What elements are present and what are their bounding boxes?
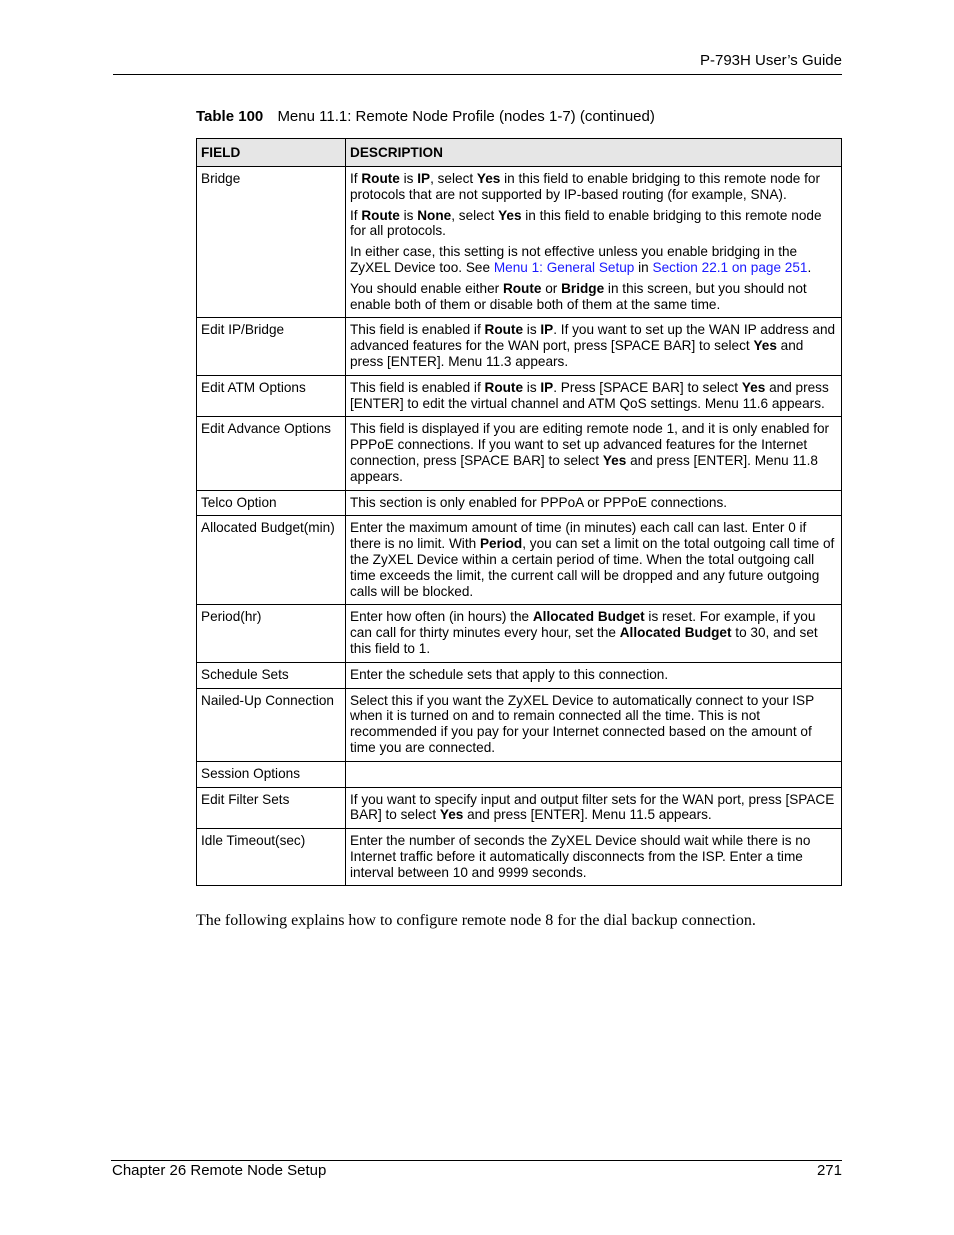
- description-cell: [346, 318, 842, 375]
- table-caption: [196, 108, 655, 125]
- text-segment: If: [350, 171, 362, 186]
- text-segment: and press [ENTER] to edit the virtual channel and ATM QoS settings. Menu 11.6 appears.: [350, 379, 829, 411]
- description-paragraph: [350, 693, 837, 756]
- bold-term: Route: [484, 322, 524, 338]
- bold-term: Allocated Budget: [619, 625, 732, 641]
- bold-term: Route: [502, 280, 542, 296]
- body-paragraph: The following explains how to configure remote node 8 for the dial backup connection.: [196, 912, 756, 929]
- text-segment: You should enable either: [350, 280, 503, 296]
- table-row: [197, 375, 842, 417]
- description-paragraph: [350, 244, 837, 276]
- footer-rule: [111, 1160, 842, 1161]
- table-row: [197, 318, 842, 375]
- description-cell: [346, 375, 842, 417]
- description-cell: [346, 662, 842, 688]
- table-row: [197, 490, 842, 516]
- text-segment: is: [523, 322, 541, 338]
- text-segment: This field is enabled if: [350, 379, 485, 395]
- description-cell: [346, 688, 842, 761]
- description-paragraph: [350, 667, 837, 683]
- bold-term: Yes: [753, 338, 777, 354]
- page-number: 271: [816, 1162, 842, 1179]
- description-cell: [346, 605, 842, 662]
- text-segment: Enter how often (in hours) the: [350, 609, 533, 625]
- table-caption-text: Menu 11.1: Remote Node Profile (nodes 1-7) (continued): [277, 108, 655, 125]
- bold-term: Route: [361, 171, 400, 186]
- text-segment: and press [ENTER]. Menu 11.3 appears.: [350, 338, 804, 369]
- description-paragraph: [350, 421, 837, 484]
- text-segment: in this field to enable bridging to this remote node for all protocols.: [350, 207, 822, 239]
- cross-reference-link[interactable]: Section 22.1 on page 251: [652, 259, 808, 275]
- description-paragraph: [350, 208, 837, 240]
- field-name-cell: Idle Timeout(sec): [197, 829, 346, 886]
- text-segment: . Press [SPACE BAR] to select: [553, 379, 742, 395]
- text-segment: in: [634, 259, 653, 275]
- description-cell: [346, 761, 842, 787]
- field-name-cell: Period(hr): [197, 605, 346, 662]
- table-row: [197, 605, 842, 662]
- description-paragraph: [350, 792, 837, 824]
- text-segment: In either case, this setting is not effective unless you enable bridging in the ZyXEL Device too. See: [350, 244, 798, 275]
- cross-reference-link[interactable]: Menu 1: General Setup: [493, 259, 635, 275]
- text-segment: is: [399, 171, 418, 186]
- description-cell: [346, 490, 842, 516]
- field-name-cell: Bridge: [197, 167, 346, 318]
- text-segment: This section is only enabled for PPPoA or PPPoE connections.: [350, 494, 728, 510]
- bold-term: Yes: [741, 379, 766, 395]
- text-segment: This field is enabled if: [350, 322, 485, 338]
- bold-term: Yes: [498, 207, 522, 223]
- field-name-cell: Schedule Sets: [197, 662, 346, 688]
- field-description-table: [196, 138, 842, 886]
- bold-term: Period: [479, 536, 523, 552]
- field-name-cell: Edit IP/Bridge: [197, 318, 346, 375]
- header-rule: [113, 74, 842, 75]
- description-paragraph: [350, 609, 837, 656]
- text-segment: or: [541, 280, 562, 296]
- running-header-title: P-793H User’s Guide: [699, 52, 842, 69]
- field-column-header: FIELD: [197, 139, 346, 167]
- table-row: [197, 761, 842, 787]
- table-row: [197, 516, 842, 605]
- bold-term: IP: [540, 379, 554, 395]
- field-name-cell: Edit Advance Options: [197, 417, 346, 490]
- bold-term: Route: [484, 379, 524, 395]
- description-paragraph: [350, 322, 837, 369]
- description-cell: [346, 787, 842, 829]
- bold-term: None: [417, 207, 452, 223]
- table-body: [197, 167, 842, 886]
- table-row: [197, 167, 842, 318]
- description-paragraph: [350, 171, 837, 203]
- bold-term: Yes: [439, 807, 464, 823]
- text-segment: , you can set a limit on the total outgoing call time of the ZyXEL Device within a certain period of time. When the total outgoing call time exceeds the limit, the current call will be dropped and any future outgoing calls will be blocked.: [350, 536, 835, 599]
- text-segment: If: [350, 207, 362, 223]
- description-cell: [346, 417, 842, 490]
- bold-term: Bridge: [561, 280, 605, 296]
- text-segment: .: [807, 259, 812, 275]
- description-paragraph: [350, 520, 837, 599]
- text-segment: Enter the schedule sets that apply to this connection.: [350, 666, 669, 682]
- field-name-cell: Edit Filter Sets: [197, 787, 346, 829]
- field-name-cell: Allocated Budget(min): [197, 516, 346, 605]
- description-paragraph: [350, 495, 837, 511]
- description-paragraph: [350, 281, 837, 313]
- table-row: [197, 417, 842, 490]
- text-segment: is reset. For example, if you can call for thirty minutes every hour, set the: [350, 609, 816, 641]
- description-cell: [346, 167, 842, 318]
- text-segment: Select this if you want the ZyXEL Device to automatically connect to your ISP when it is turned on and to remain connected all the time. This is not recommended if you pay for your Internet connected based on the amount of time you are connected.: [350, 692, 814, 755]
- description-paragraph: [350, 380, 837, 412]
- bold-term: Route: [361, 207, 400, 223]
- table-row: [197, 829, 842, 886]
- table-caption-label: Table 100: [196, 108, 264, 125]
- field-name-cell: Nailed-Up Connection: [197, 688, 346, 761]
- text-segment: and press [ENTER]. Menu 11.8 appears.: [350, 452, 818, 484]
- text-segment: Enter the maximum amount of time (in minutes) each call can last. Enter 0 if there is no limit. With: [350, 520, 807, 552]
- description-paragraph: [350, 833, 837, 880]
- text-segment: and press [ENTER]. Menu 11.5 appears.: [463, 807, 712, 823]
- footer-chapter: Chapter 26 Remote Node Setup: [112, 1162, 327, 1179]
- table-header-row: [197, 139, 842, 167]
- bold-term: Yes: [476, 171, 501, 186]
- text-segment: in this field to enable bridging to this remote node for protocols that are not supported by IP-based routing (for example, SNA).: [350, 171, 821, 202]
- text-segment: . If you want to set up the WAN IP address and advanced features for the WAN port, press [SPACE BAR] to select: [350, 322, 836, 354]
- bold-term: IP: [417, 171, 431, 186]
- bold-term: Yes: [602, 452, 627, 468]
- field-name-cell: Telco Option: [197, 490, 346, 516]
- text-segment: Enter the number of seconds the ZyXEL Device should wait while there is no Internet traffic before it automatically disconnects from the ISP. Enter a time interval between 10 and 9999 seconds.: [350, 833, 811, 880]
- text-segment: is: [399, 207, 418, 223]
- field-name-cell: Session Options: [197, 761, 346, 787]
- table-row: [197, 688, 842, 761]
- text-segment: , select: [430, 171, 477, 186]
- table-row: [197, 787, 842, 829]
- text-segment: , select: [451, 207, 499, 223]
- text-segment: This field is displayed if you are editing remote node 1, and it is only enabled for PPPoE connections. If you want to set up advanced features for the Internet connection, press [SPACE BAR] to select: [350, 421, 830, 468]
- text-segment: If you want to specify input and output filter sets for the WAN port, press [SPACE BAR] to select: [350, 791, 835, 823]
- description-cell: [346, 516, 842, 605]
- field-name-cell: Edit ATM Options: [197, 375, 346, 417]
- text-segment: in this screen, but you should not enable both of them or disable both of them at the same time.: [350, 280, 807, 312]
- table-row: [197, 662, 842, 688]
- text-segment: to 30, and set this field to 1.: [350, 625, 818, 656]
- description-column-header: DESCRIPTION: [346, 139, 842, 167]
- text-segment: is: [523, 379, 541, 395]
- description-cell: [346, 829, 842, 886]
- bold-term: IP: [540, 322, 554, 338]
- bold-term: Allocated Budget: [532, 609, 645, 625]
